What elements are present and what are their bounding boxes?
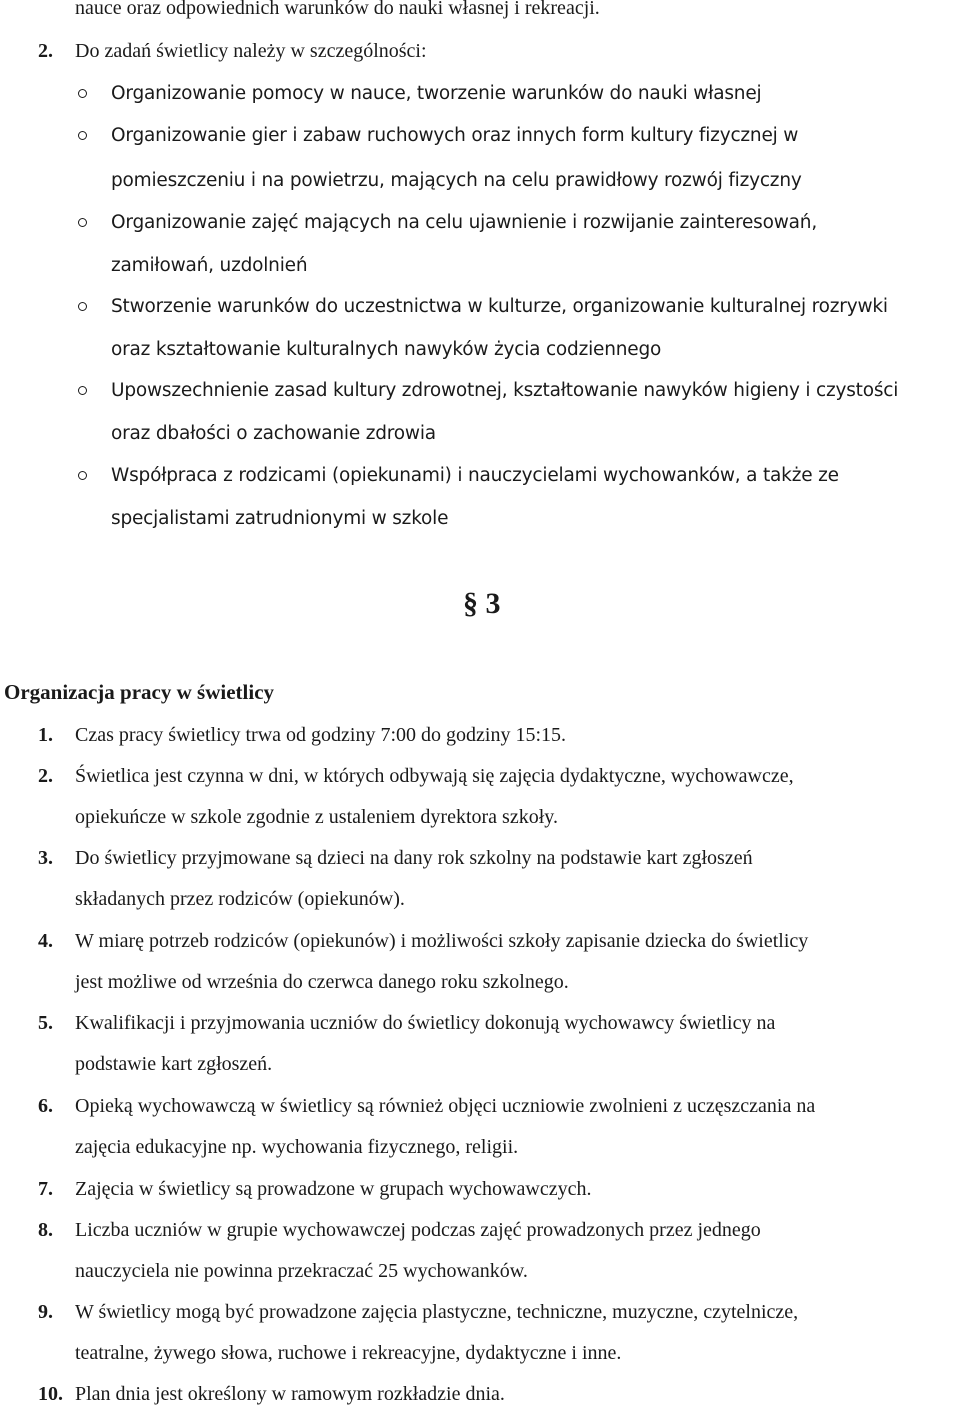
rule-line: Opieką wychowawczą w świetlicy są również objęci uczniowie zwolnieni z uczęszczania na xyxy=(75,1095,816,1117)
task-line: specjalistami zatrudnionymi w szkole xyxy=(111,508,449,529)
task-line: Współpraca z rodzicami (opiekunami) i nauczycielami wychowanków, a także ze xyxy=(111,465,839,486)
rule-number: 9. xyxy=(38,1301,53,1323)
rule-line: nauczyciela nie powinna przekraczać 25 wychowanków. xyxy=(75,1260,528,1282)
bullet-icon xyxy=(78,89,87,98)
task-line: zamiłowań, uzdolnień xyxy=(111,255,308,276)
section-number: § 3 xyxy=(463,587,501,620)
rule-number: 6. xyxy=(38,1095,53,1117)
rule-line: opiekuńcze w szkole zgodnie z ustaleniem dyrektora szkoły. xyxy=(75,806,558,828)
rule-line: Liczba uczniów w grupie wychowawczej podczas zajęć prowadzonych przez jednego xyxy=(75,1219,761,1241)
bullet-icon xyxy=(78,131,87,140)
rule-number: 2. xyxy=(38,765,53,787)
rule-line: W miarę potrzeb rodziców (opiekunów) i możliwości szkoły zapisanie dziecka do świetlicy xyxy=(75,930,809,952)
bullet-icon xyxy=(78,471,87,480)
task-line: Organizowanie gier i zabaw ruchowych oraz innych form kultury fizycznej w xyxy=(111,125,799,146)
task-line: Organizowanie pomocy w nauce, tworzenie warunków do nauki własnej xyxy=(111,83,762,104)
rule-number: 5. xyxy=(38,1012,53,1034)
bullet-icon xyxy=(78,302,87,311)
task-line: Organizowanie zajęć mających na celu ujawnienie i rozwijanie zainteresowań, xyxy=(111,212,817,233)
rule-number: 3. xyxy=(38,847,53,869)
rule-line: W świetlicy mogą być prowadzone zajęcia plastyczne, techniczne, muzyczne, czytelnicze, xyxy=(75,1301,799,1323)
rule-number: 4. xyxy=(38,930,53,952)
rule-line: Do świetlicy przyjmowane są dzieci na dany rok szkolny na podstawie kart zgłoszeń xyxy=(75,847,753,869)
task-line: oraz kształtowanie kulturalnych nawyków życia codziennego xyxy=(111,339,662,360)
rule-number: 1. xyxy=(38,724,53,746)
rule-line: podstawie kart zgłoszeń. xyxy=(75,1053,273,1075)
rule-line: Czas pracy świetlicy trwa od godziny 7:00 do godziny 15:15. xyxy=(75,724,567,746)
rule-number: 10. xyxy=(38,1383,63,1405)
task-line: oraz dbałości o zachowanie zdrowia xyxy=(111,423,436,444)
rule-line: Zajęcia w świetlicy są prowadzone w grupach wychowawczych. xyxy=(75,1178,592,1200)
bullet-icon xyxy=(78,218,87,227)
rule-number: 8. xyxy=(38,1219,53,1241)
rule-number: 7. xyxy=(38,1178,53,1200)
rule-line: zajęcia edukacyjne np. wychowania fizycznego, religii. xyxy=(75,1136,519,1158)
task-line: pomieszczeniu i na powietrzu, mających na celu prawidłowy rozwój fizyczny xyxy=(111,170,802,191)
item-number: 2. xyxy=(38,40,53,62)
section-heading: Organizacja pracy w świetlicy xyxy=(4,680,275,704)
rule-line: Kwalifikacji i przyjmowania uczniów do świetlicy dokonują wychowawcy świetlicy na xyxy=(75,1012,776,1034)
continuation-text: nauce oraz odpowiednich warunków do nauki własnej i rekreacji. xyxy=(75,0,600,19)
rule-line: teatralne, żywego słowa, ruchowe i rekreacyjne, dydaktyczne i inne. xyxy=(75,1342,622,1364)
item-text: Do zadań świetlicy należy w szczególności: xyxy=(75,40,427,62)
rule-line: jest możliwe od września do czerwca danego roku szkolnego. xyxy=(75,971,569,993)
rule-line: Plan dnia jest określony w ramowym rozkładzie dnia. xyxy=(75,1383,505,1405)
task-line: Upowszechnienie zasad kultury zdrowotnej, kształtowanie nawyków higieny i czystości xyxy=(111,380,899,401)
task-line: Stworzenie warunków do uczestnictwa w kulturze, organizowanie kulturalnej rozrywki xyxy=(111,296,888,317)
rule-line: Świetlica jest czynna w dni, w których odbywają się zajęcia dydaktyczne, wychowawcze, xyxy=(75,765,794,787)
rule-line: składanych przez rodziców (opiekunów). xyxy=(75,888,405,910)
bullet-icon xyxy=(78,386,87,395)
